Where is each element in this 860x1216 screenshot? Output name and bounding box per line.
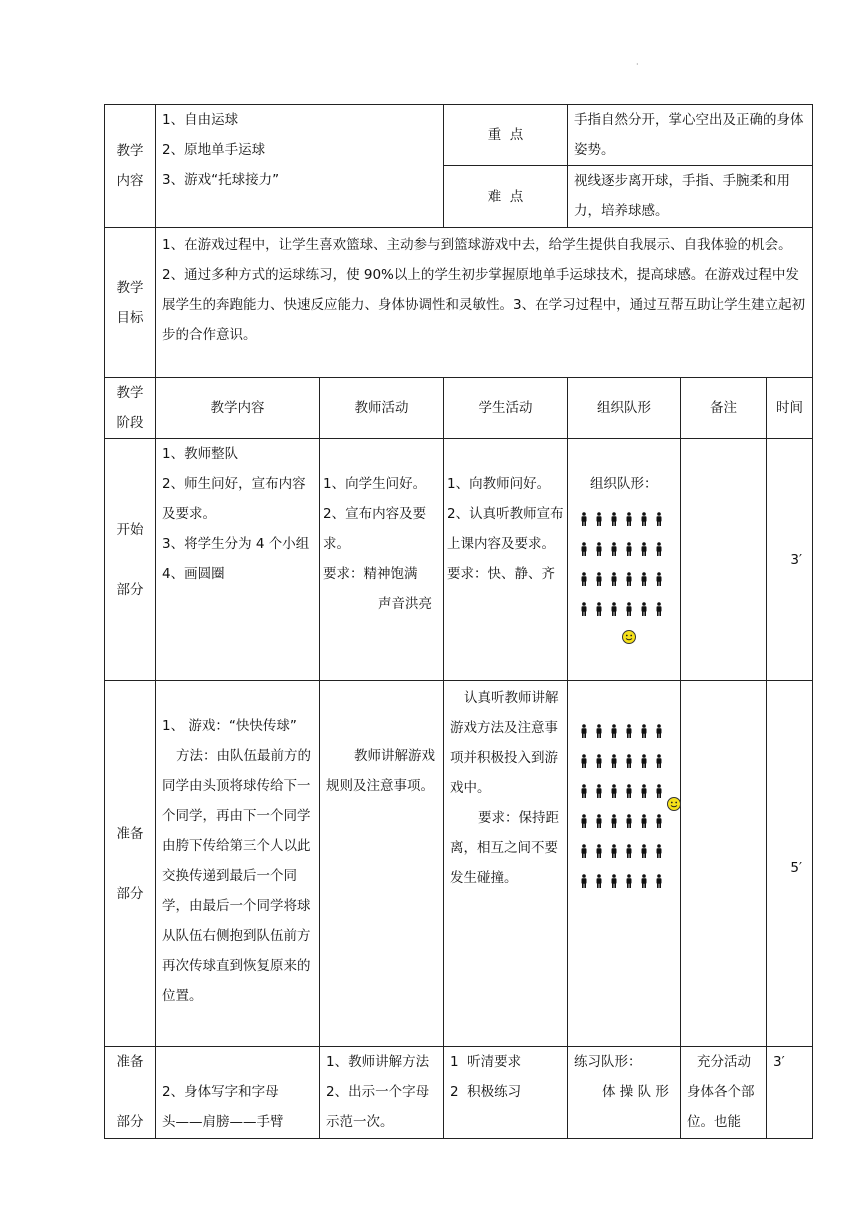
student-figure-icon xyxy=(625,567,633,581)
start-student xyxy=(444,439,568,681)
student-figure-icon xyxy=(610,779,618,793)
start-teacher-item: 1、向学生问好。 xyxy=(323,476,427,492)
content-items-cell xyxy=(156,105,444,228)
prep2-formation xyxy=(568,1047,681,1139)
student-figure-icon xyxy=(610,567,618,581)
start-student-item: 1、向教师问好。 xyxy=(447,476,551,492)
start-content-item: 1、教师整队 xyxy=(162,446,239,462)
prep2-time: 3′ xyxy=(767,1047,813,1139)
prep-teacher-text: 教师讲解游戏规则及注意事项。 xyxy=(326,748,435,794)
student-figure-row xyxy=(580,741,677,771)
student-figure-icon xyxy=(580,839,588,853)
stage-start-2: 部分 xyxy=(116,581,144,598)
header-stage-1: 教学 xyxy=(116,385,144,401)
student-figure-icon xyxy=(610,809,618,823)
header-note: 备注 xyxy=(681,378,767,439)
prep-teacher xyxy=(320,681,444,1047)
prep2-student xyxy=(444,1047,568,1139)
student-figure-row xyxy=(580,861,677,891)
teacher-smiley-icon xyxy=(621,629,637,645)
start-content-item: 3、将学生分为 4 个小组 xyxy=(162,536,310,552)
page-dot: · xyxy=(636,60,639,69)
goal-label-1: 教学 xyxy=(116,279,144,296)
student-figure-icon xyxy=(580,507,588,521)
start-formation-figures xyxy=(580,499,677,619)
student-figure-icon xyxy=(595,597,603,611)
student-figure-icon xyxy=(655,749,663,763)
prep-student-b: 要求：保持距离，相互之间不要发生碰撞。 xyxy=(450,810,560,886)
header-stage xyxy=(105,378,156,439)
content-item: 1、自由运球 xyxy=(162,112,239,128)
prep-content xyxy=(156,681,320,1047)
student-figure-row xyxy=(580,529,677,559)
student-figure-icon xyxy=(625,749,633,763)
start-time: 3′ xyxy=(767,439,813,681)
student-figure-icon xyxy=(610,537,618,551)
student-figure-icon xyxy=(655,567,663,581)
start-teacher-item: 声音洪亮 xyxy=(378,596,433,612)
stage-prep-2: 部分 xyxy=(116,885,144,902)
student-figure-icon xyxy=(625,537,633,551)
prep-student-a: 认真听教师讲解游戏方法及注意事项并积极投入到游戏中。 xyxy=(450,690,559,796)
goal-label-cell xyxy=(105,228,156,378)
student-figure-icon xyxy=(655,507,663,521)
student-figure-icon xyxy=(640,597,648,611)
key-point-label: 重 点 xyxy=(444,105,568,166)
student-figure-icon xyxy=(580,749,588,763)
header-formation: 组织队形 xyxy=(568,378,681,439)
content-label-cell xyxy=(105,105,156,228)
prep-time: 5′ xyxy=(767,681,813,1047)
student-figure-icon xyxy=(595,567,603,581)
student-figure-icon xyxy=(625,809,633,823)
student-figure-icon xyxy=(625,597,633,611)
student-figure-icon xyxy=(580,809,588,823)
stage-prep-b1: 准备 xyxy=(116,1054,144,1070)
student-figure-icon xyxy=(655,597,663,611)
goal-text: 1、在游戏过程中，让学生喜欢篮球、主动参与到篮球游戏中去，给学生提供自我展示、自我体验的机会。2、通过多种方式的运球练习，使 90%以上的学生初步掌握原地单手运球技术，提高球感。在游戏过程中发展学生的奔跑能力、快速反应能力、身体协调性和灵敏性。3、在学习过程中，通过互帮互助让学生建立起初步的合作意识。 xyxy=(156,228,813,378)
start-student-item: 2、认真听教师宣布上课内容及要求。 xyxy=(447,506,564,552)
header-stage-2: 阶段 xyxy=(116,415,144,431)
stage-prep-b2: 部分 xyxy=(116,1114,144,1130)
student-figure-icon xyxy=(640,869,648,883)
header-content: 教学内容 xyxy=(156,378,320,439)
student-figure-icon xyxy=(595,839,603,853)
student-figure-icon xyxy=(595,507,603,521)
student-figure-icon xyxy=(595,719,603,733)
student-figure-row xyxy=(580,559,677,589)
student-figure-icon xyxy=(610,869,618,883)
content-label-2: 内容 xyxy=(116,173,144,189)
student-figure-icon xyxy=(655,809,663,823)
student-figure-icon xyxy=(625,507,633,521)
student-figure-icon xyxy=(655,779,663,793)
prep2-formation-title: 练习队形： xyxy=(574,1054,642,1070)
student-figure-icon xyxy=(610,507,618,521)
student-figure-icon xyxy=(640,719,648,733)
student-figure-icon xyxy=(640,749,648,763)
header-time: 时间 xyxy=(767,378,813,439)
prep2-teacher xyxy=(320,1047,444,1139)
start-teacher-item: 要求：精神饱满 xyxy=(323,566,418,582)
header-teacher: 教师活动 xyxy=(320,378,444,439)
student-figure-row xyxy=(580,771,677,801)
student-figure-icon xyxy=(655,839,663,853)
prep2-student-item: 1 听清要求 xyxy=(450,1054,522,1070)
prep-formation xyxy=(568,681,681,1047)
student-figure-row xyxy=(580,831,677,861)
content-item: 3、游戏“托球接力” xyxy=(162,172,280,188)
content-item: 2、原地单手运球 xyxy=(162,142,266,158)
difficulty-label: 难 点 xyxy=(444,166,568,228)
student-figure-icon xyxy=(580,869,588,883)
stage-prep xyxy=(105,681,156,1047)
prep2-content xyxy=(156,1047,320,1139)
student-figure-icon xyxy=(655,719,663,733)
stage-prep-1: 准备 xyxy=(116,825,144,842)
prep-content-title: 1、 游戏：“快快传球” xyxy=(162,718,297,734)
start-formation xyxy=(568,439,681,681)
student-figure-icon xyxy=(580,597,588,611)
teacher-smiley-icon xyxy=(666,793,682,809)
student-figure-icon xyxy=(580,567,588,581)
prep2-content-item: 头——肩膀——手臂 xyxy=(162,1114,284,1130)
student-figure-row xyxy=(580,589,677,619)
key-point-text: 手指自然分开，掌心空出及正确的身体姿势。 xyxy=(568,105,813,166)
prep-note xyxy=(681,681,767,1047)
start-student-item: 要求：快、静、齐 xyxy=(447,566,556,582)
content-label-1: 教学 xyxy=(116,143,144,159)
stage-start-1: 开始 xyxy=(116,521,144,538)
prep2-teacher-item: 1、教师讲解方法 xyxy=(326,1054,430,1070)
student-figure-icon xyxy=(610,719,618,733)
student-figure-icon xyxy=(655,869,663,883)
student-figure-icon xyxy=(610,597,618,611)
student-figure-row xyxy=(580,711,677,741)
student-figure-icon xyxy=(640,809,648,823)
student-figure-icon xyxy=(625,869,633,883)
student-figure-icon xyxy=(580,719,588,733)
header-student: 学生活动 xyxy=(444,378,568,439)
student-figure-icon xyxy=(595,749,603,763)
student-figure-icon xyxy=(595,537,603,551)
lesson-plan-table xyxy=(104,104,813,1139)
student-figure-icon xyxy=(640,839,648,853)
prep2-teacher-item: 2、出示一个字母示范一次。 xyxy=(326,1084,430,1130)
start-content-item: 2、师生问好，宣布内容及要求。 xyxy=(162,476,306,522)
student-figure-icon xyxy=(640,507,648,521)
student-figure-row xyxy=(580,499,677,529)
student-figure-icon xyxy=(610,839,618,853)
prep2-content-item: 2、身体写字和字母 xyxy=(162,1084,279,1100)
student-figure-icon xyxy=(625,839,633,853)
student-figure-row xyxy=(580,801,677,831)
start-teacher xyxy=(320,439,444,681)
prep-formation-figures xyxy=(580,711,677,891)
prep2-student-item: 2 积极练习 xyxy=(450,1084,522,1100)
student-figure-icon xyxy=(595,869,603,883)
start-content xyxy=(156,439,320,681)
student-figure-icon xyxy=(610,749,618,763)
student-figure-icon xyxy=(595,809,603,823)
start-formation-title: 组织队形： xyxy=(590,476,658,492)
student-figure-icon xyxy=(580,779,588,793)
prep-content-body: 方法：由队伍最前方的同学由头顶将球传给下一个同学，再由下一个同学由胯下传给第三个人以此交换传递到最后一个同学，由最后一个同学将球从队伍右侧抱到队伍前方再次传球直到恢复原来的位置。 xyxy=(162,748,311,1004)
stage-start xyxy=(105,439,156,681)
prep2-formation-text: 体 操 队 形 xyxy=(602,1084,669,1100)
student-figure-icon xyxy=(625,719,633,733)
prep2-note: 充分活动身体各个部位。也能 xyxy=(681,1047,767,1139)
difficulty-text: 视线逐步离开球，手指、手腕柔和用力，培养球感。 xyxy=(568,166,813,228)
start-note xyxy=(681,439,767,681)
goal-label-2: 目标 xyxy=(116,309,144,326)
student-figure-icon xyxy=(595,779,603,793)
start-content-item: 4、画圆圈 xyxy=(162,566,225,582)
student-figure-icon xyxy=(625,779,633,793)
student-figure-icon xyxy=(640,567,648,581)
start-teacher-item: 2、宣布内容及要求。 xyxy=(323,506,427,552)
student-figure-icon xyxy=(655,537,663,551)
student-figure-icon xyxy=(580,537,588,551)
student-figure-icon xyxy=(640,537,648,551)
prep-student xyxy=(444,681,568,1047)
stage-prep-2-cell xyxy=(105,1047,156,1139)
student-figure-icon xyxy=(640,779,648,793)
